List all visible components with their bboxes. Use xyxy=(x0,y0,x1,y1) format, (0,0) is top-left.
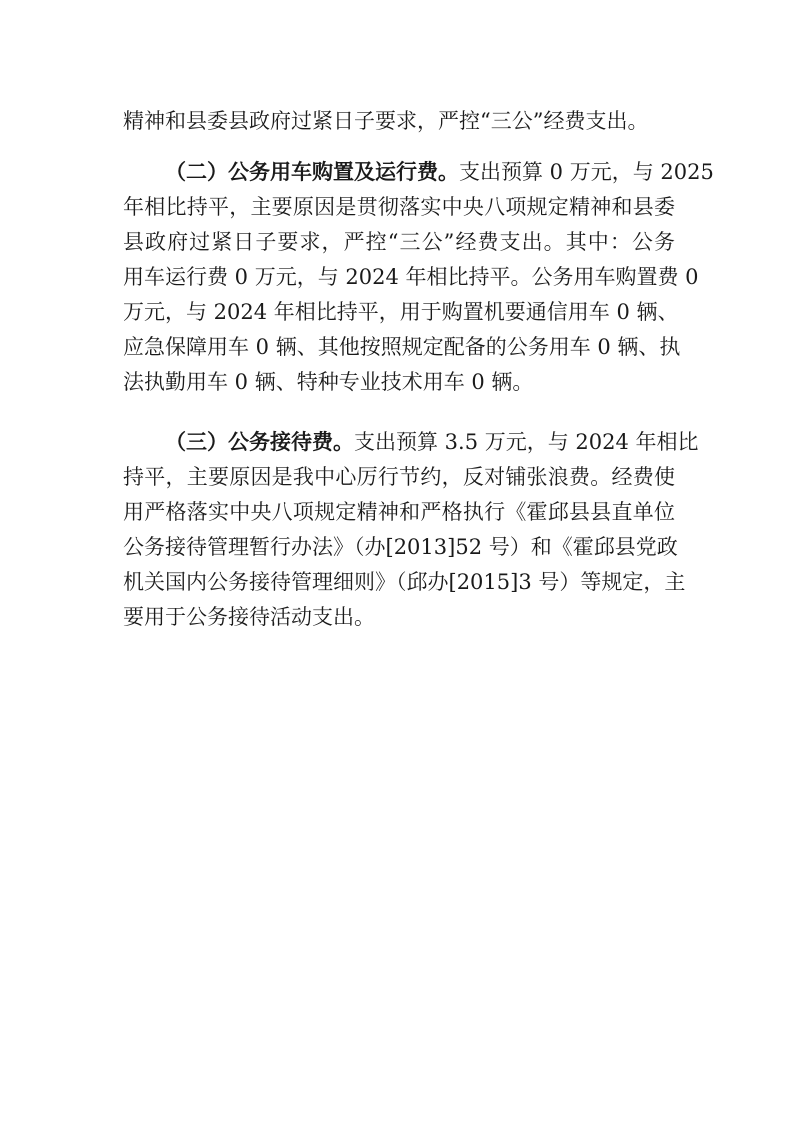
section-2-line-1: 支出预算 0 万元，与 2025 xyxy=(459,160,714,184)
section-2-first-line xyxy=(165,155,714,189)
paragraph-line xyxy=(123,104,675,138)
section-3-line-3: 用严格落实中央八项规定精神和严格执行《霍邱县县直单位 xyxy=(123,500,675,524)
section-3-first-line xyxy=(165,425,699,459)
paragraph-text: 精神和县委县政府过紧日子要求，严控“三公”经费支出。 xyxy=(123,109,649,133)
section-2-line-4: 用车运行费 0 万元，与 2024 年相比持平。公务用车购置费 0 xyxy=(123,265,699,289)
section-2-line-3: 县政府过紧日子要求，严控“三公”经费支出。其中：公务 xyxy=(123,230,675,254)
section-2-heading: （二）公务用车购置及运行费。 xyxy=(165,160,459,184)
section-3-line-1: 支出预算 3.5 万元，与 2024 年相比 xyxy=(354,430,699,454)
section-2-line-5: 万元，与 2024 年相比持平，用于购置机要通信用车 0 辆、 xyxy=(123,300,679,324)
section-3-heading: （三）公务接待费。 xyxy=(165,430,354,454)
section-2-line-2: 年相比持平，主要原因是贯彻落实中央八项规定精神和县委 xyxy=(123,195,675,219)
section-3-line-5: 机关国内公务接待管理细则》（邱办[2015]3 号）等规定，主 xyxy=(123,570,686,594)
section-3-line-4: 公务接待管理暂行办法》（办[2013]52 号）和《霍邱县党政 xyxy=(123,535,678,559)
section-3-line-6: 要用于公务接待活动支出。 xyxy=(123,605,375,629)
section-3-line-2: 持平，主要原因是我中心厉行节约，反对铺张浪费。经费使 xyxy=(123,465,675,489)
section-2-line-7: 法执勤用车 0 辆、特种专业技术用车 0 辆。 xyxy=(123,370,534,394)
section-2-line-6: 应急保障用车 0 辆、其他按照规定配备的公务用车 0 辆、执 xyxy=(123,335,681,359)
